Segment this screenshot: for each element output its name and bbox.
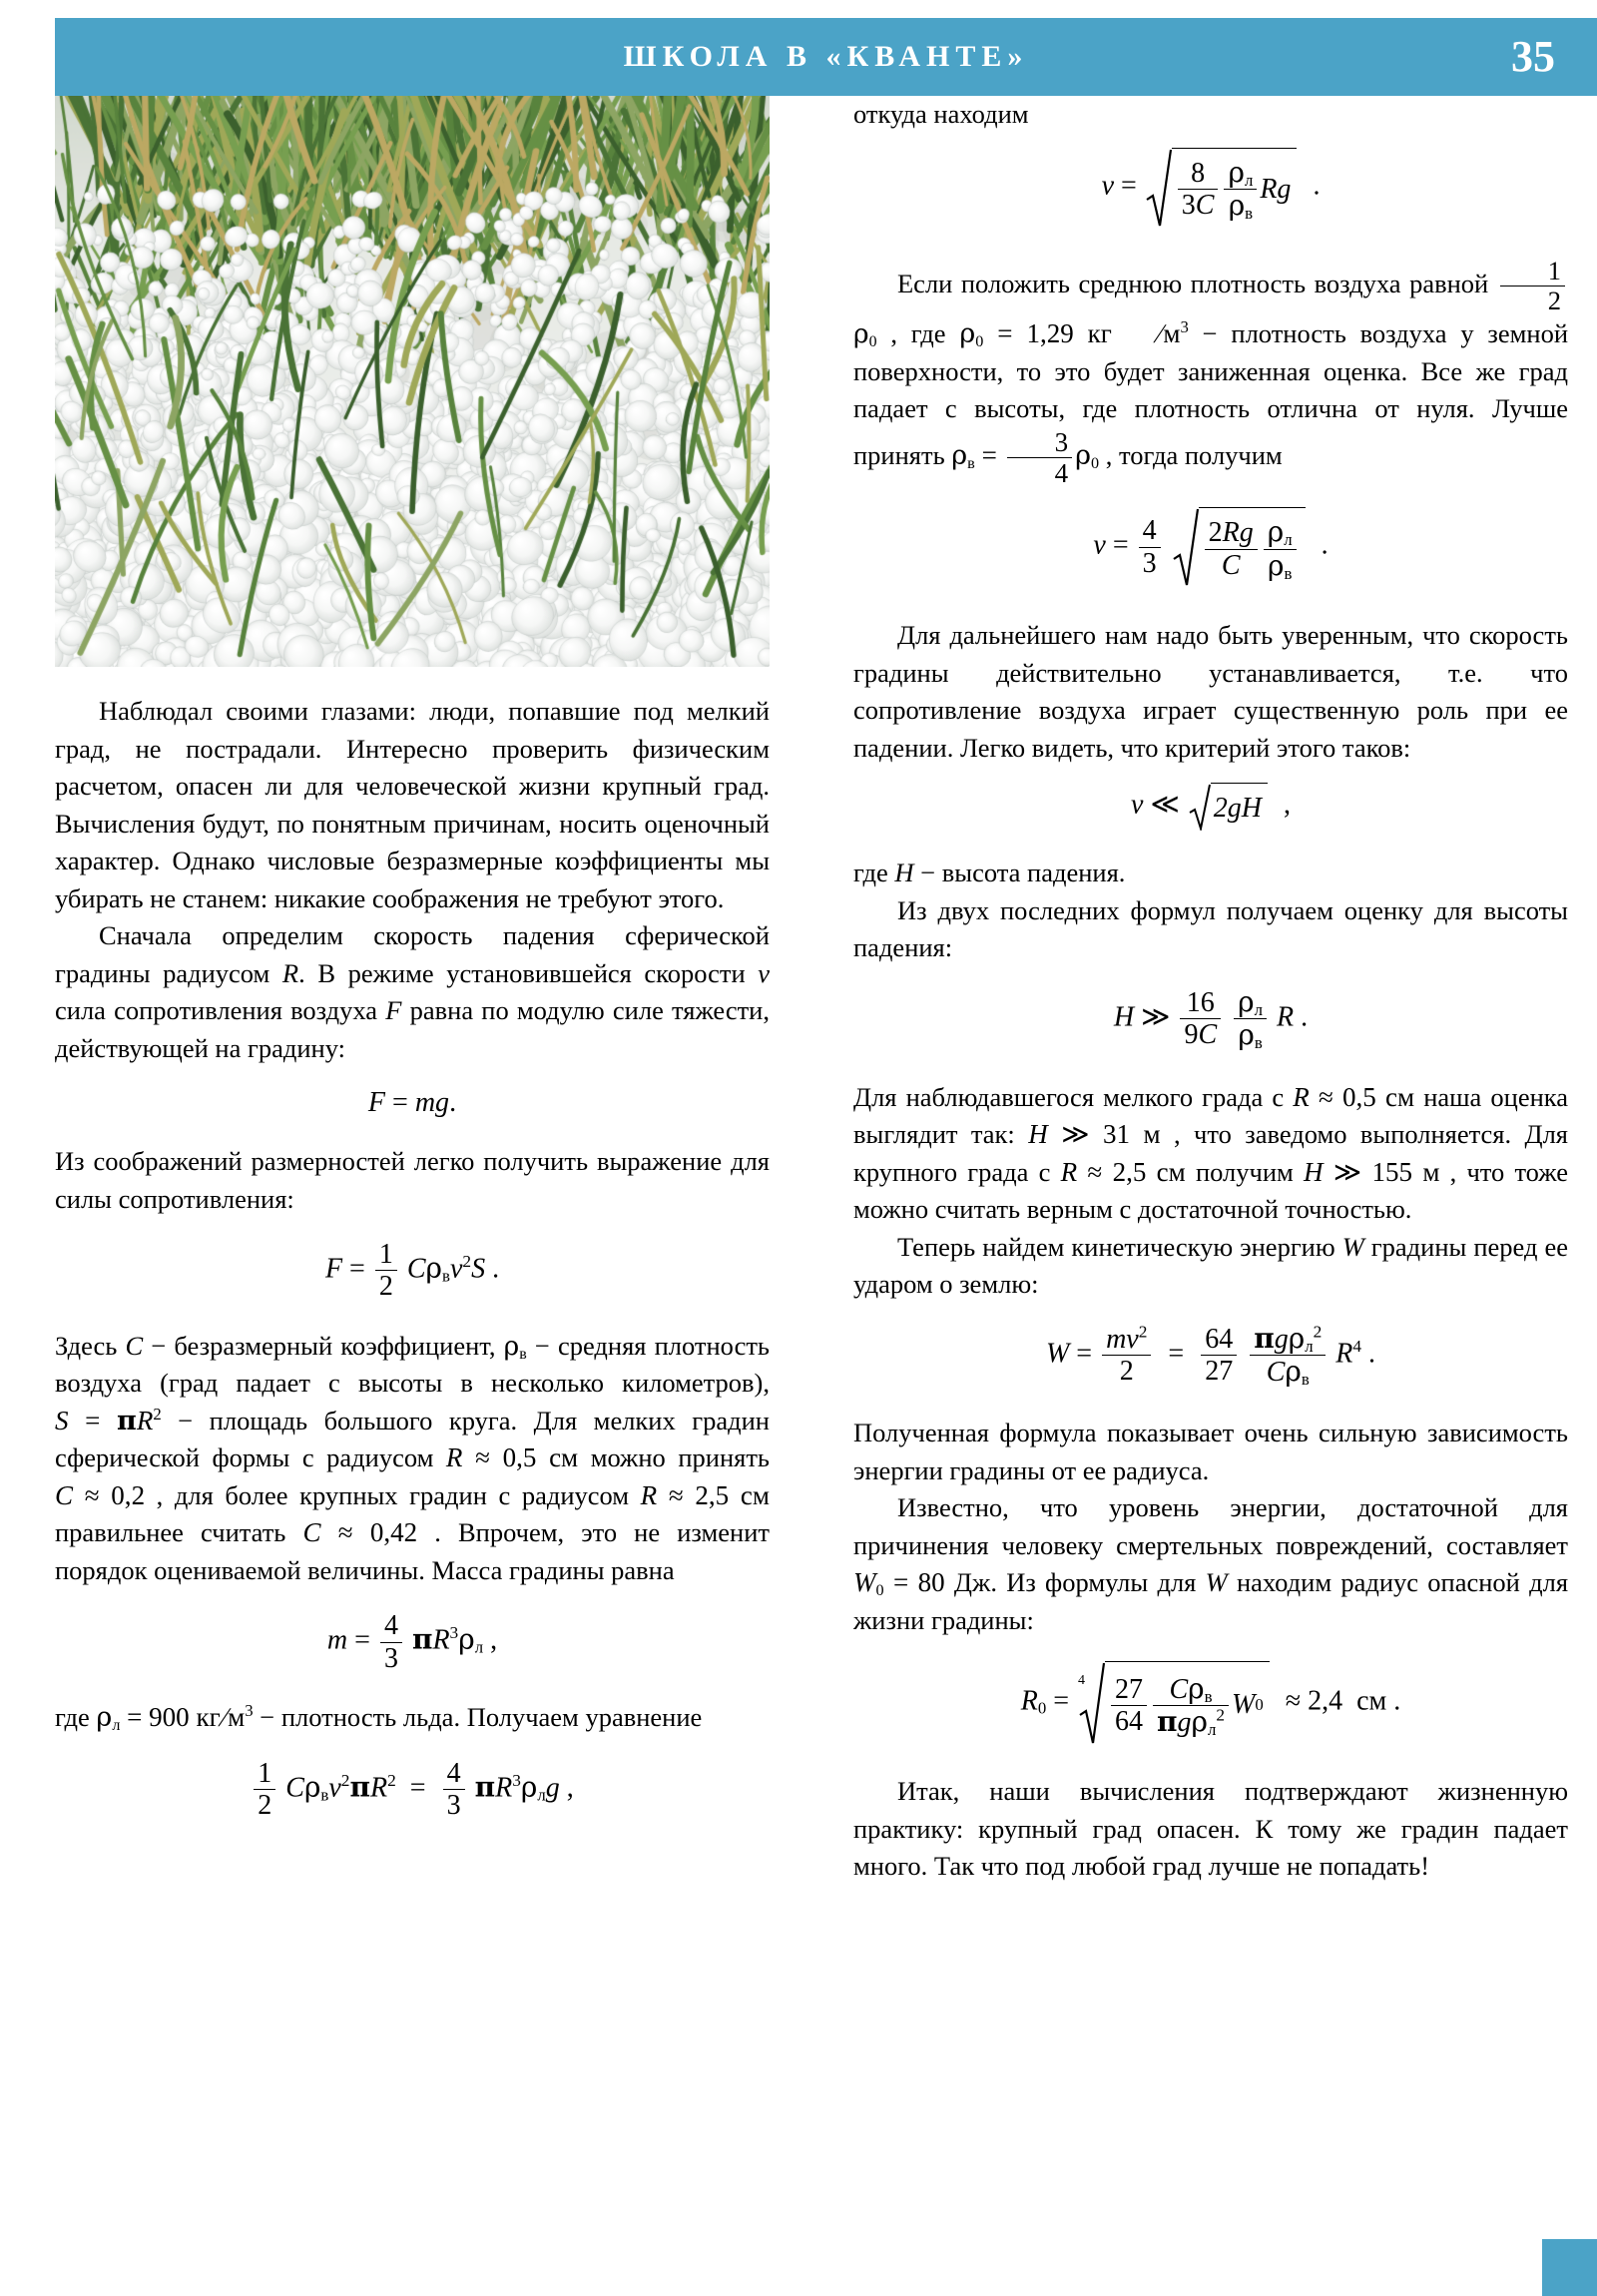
paragraph-kinetic-energy: Теперь найдем кинетическую энергию W градины перед ее ударом о землю: — [853, 1231, 1568, 1300]
paragraph-ice-density: где $\rho_л = 900$ $кг/м^3$ − плотность льда. Получаем уравнение — [55, 1701, 703, 1735]
paragraph-lethal-energy: Известно, что уровень энергии, достаточной для причинения человеку смертельных повреждений, составляет $W_0 = 80$ Дж. Из формулы для W находим радиус опасной для жизни градины: — [853, 1492, 1569, 1635]
corner-accent-square — [1542, 2239, 1597, 2296]
equation-height: H ≫ $\frac{16}{9C}$ $\frac{\rho_л}{\rho_в}$ R . — [1113, 984, 1309, 1053]
left-column — [55, 96, 770, 1846]
equation-mass: m = $\frac{4}{3}$ $\pi R^3\rho_л$ , — [326, 1610, 498, 1674]
paragraph-strong-dependence: Полученная формула показывает очень сильную зависимость энергии градины от ее радиуса. — [853, 1418, 1568, 1485]
page-header-title: ШКОЛА В «КВАНТЕ» — [623, 40, 1029, 73]
paragraph-estimates: Для наблюдавшегося мелкого града с R ≈ 0,5 см наша оценка выглядит так: H ≫ 31 м , что заведомо выполняется. Для крупного града с R ≈ 2,5 см получим H ≫ 155 м , что тоже можно считать верным с достаточной точностью. — [853, 1081, 1569, 1225]
equation-balance: $\frac{1}{2}$ $C\rho_вv^2\pi R^2$ = $\frac{4}{3}$ $\pi R^3\rho_лg$ , — [55, 1759, 770, 1821]
hail-photograph — [55, 96, 770, 667]
paragraph-criterion: Для дальнейшего нам надо быть уверенным, что скорость градины действительно устанавливается, т.е. что сопротивление воздуха играет существенную роль при ее падении. Легко видеть, что критерий этого таков: — [853, 620, 1568, 763]
page-body — [0, 96, 1597, 2296]
equation-F-equals-mg: F = mg. — [367, 1087, 457, 1118]
equation-criterion: v ≪ 2gH , — [853, 783, 1568, 831]
paragraph-observation: Наблюдал своими глазами: люди, попавшие под мелкий град, не пострадали. Интересно проверить физическим расчетом, опасен ли для человеческой жизни крупный град. Вычисления будут, по понятным причинам, носить оценочный характер. Однако числовые безразмерные коэффициенты мы убирать не станем: никакие соображения не требуют этого. — [55, 696, 770, 913]
hail-photo-canvas — [55, 96, 770, 667]
right-column — [853, 96, 1568, 1886]
page-header-bar — [55, 18, 1597, 96]
paragraph-H-definition: где H − высота падения. — [853, 858, 1126, 888]
paragraph-velocity-setup: Сначала определим скорость падения сферической градины радиусом R. В режиме установившейся скорости v сила сопротивления воздуха F равна по модулю силе тяжести, действующей на градину: — [55, 920, 770, 1063]
paragraph-dimensional: Из соображений размерностей легко получить выражение для силы сопротивления: — [55, 1146, 770, 1214]
paragraph-air-density: Если положить среднюю плотность воздуха равной $\frac{1}{2}$ $\rho_0$ , где $\rho_0 = 1,29$ кг $/м^3$ − плотность воздуха у земной поверхности, то это будет заниженная оценка. Все же град падает с высоты, где плотность отлична от нуля. Лучше принять $\rho_в$ = $\frac{3}{4}$ $\rho_0$ , тогда получим — [853, 255, 1569, 488]
equation-drag-force: F = $\frac{1}{2}$ $C\rho_вv^2S$ . — [324, 1239, 500, 1303]
paragraph-conclusion: Итак, наши вычисления подтверждают жизненную практику: крупный град опасен. К тому же градин падает много. Так что под любой град лучше не попадать! — [853, 1776, 1568, 1882]
page-number: 35 — [1511, 32, 1555, 81]
paragraph-coefficients: Здесь C − безразмерный коэффициент, $\rho_в$ − средняя плотность воздуха (град падает с высоты в несколько километров), $S = \pi R^2$ − площадь большого круга. Для мелких градин сферической формы с радиусом R ≈ 0,5 см можно принять C ≈ 0,2 , для более крупных градин с радиусом R ≈ 2,5 см правильнее считать C ≈ 0,42 . Впрочем, это не изменит порядок оцениваемой величины. Масса градины равна — [55, 1330, 770, 1585]
equation-kinetic-energy: W = $\frac{mv^2}{2}$ = $\frac{64}{27}$ $\frac{\pi g\rho_л^2}{C\rho_в}$ $R^4$ . — [1045, 1321, 1376, 1390]
paragraph-lead-in: откуда находим — [853, 99, 1029, 129]
equation-velocity-2: v = $\frac{4}{3}$ $\frac{2Rg}{C}$ $\frac{\rho_л}{\rho_в}$ . — [853, 507, 1568, 587]
paragraph-two-formulas: Из двух последних формул получаем оценку для высоты падения: — [853, 894, 1568, 963]
equation-critical-radius: $R_0$ = 4 $\frac{27}{64}$ $\frac{C\rho_в}{\pi g\rho_л^2}$ W 0 ≈ 2,4 см . — [853, 1661, 1568, 1745]
equation-velocity: v = $\frac{8}{3C}$ $\frac{\rho_л}{\rho_в}$ Rg . — [853, 148, 1568, 228]
